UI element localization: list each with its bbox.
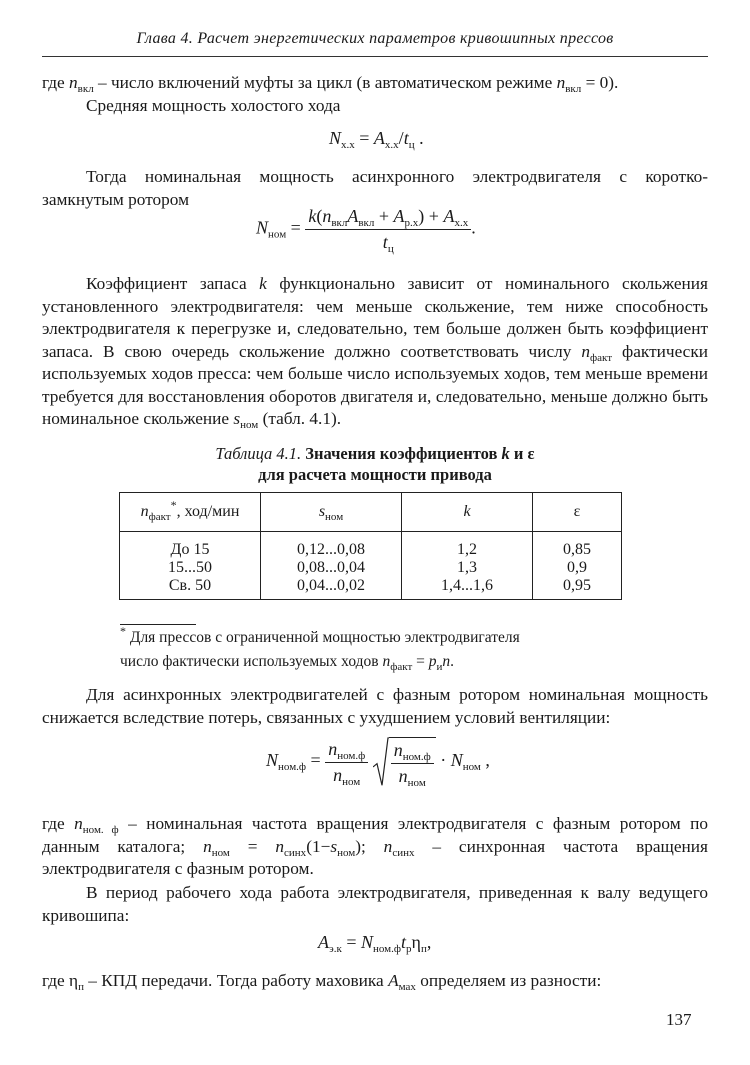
cell: Св. 50 xyxy=(120,577,261,600)
paragraph-wound-rotor-def: где $n_{ном. ф}$ – номинальная частота вращения электродвигателя с фазным ротором по данным каталога; $n_{ном} = n_{синх}(1-s_{ном})$; $n_{синх}$ – синхронная частота вращения электродвигателя с фазным ротором. xyxy=(42,814,709,878)
table-row xyxy=(120,559,622,577)
paragraph-flywheel: где $\eta_п$ – КПД передачи. Тогда работу маховика $A_{мах}$ определяем из разности: xyxy=(42,971,602,993)
formula-wound-rotor-power: $N_{ном.ф}$ = $\frac{n_{ном.ф}}{n_{ном}}$ $\frac{n_{ном.ф}}{n_{ном}}$ · $N_{ном}$ , xyxy=(266,738,490,789)
footnote-rule xyxy=(120,624,196,625)
cell: 0,85 xyxy=(533,532,622,560)
cell: 1,2 xyxy=(402,532,533,560)
header-strokes: $n_{факт}^*$, ход/мин xyxy=(120,493,261,532)
paragraph-wound-rotor: Для асинхронных электродвигателей с фазным ротором номинальная мощность снижается вследствие потерь, связанных с ухудшением условий вентиляции: xyxy=(42,685,708,727)
header-slip: $s_{ном}$ xyxy=(261,493,402,532)
paragraph-idle-power: Средняя мощность холостого хода xyxy=(86,96,341,115)
cell: До 15 xyxy=(120,532,261,560)
cell: 0,95 xyxy=(533,577,622,600)
formula-idle-power: $N_{х.х} = A_{х.х}/t_ц$ . xyxy=(329,128,424,151)
table-caption-line2: для расчета мощности привода xyxy=(258,465,492,484)
cell: 1,4...1,6 xyxy=(402,577,533,600)
paragraph-work-stroke: В период рабочего хода работа электродвигателя, приведенная к валу ведущего кривошипа: xyxy=(42,883,708,925)
header-epsilon: ε xyxy=(533,493,622,532)
cell: 0,04...0,02 xyxy=(261,577,402,600)
table-header-row xyxy=(120,493,622,532)
cell: 0,9 xyxy=(533,559,622,577)
paragraph-nominal-power-l2: замкнутым ротором xyxy=(42,190,190,209)
formula-nominal-power: $N_{ном}$ = $\frac{k(n_{вкл}A_{вкл} + A_{р.х}) + A_{х.х}}{t_ц}$ . xyxy=(256,206,476,255)
table-caption: Таблица 4.1. Значения коэффициентов k и ε xyxy=(215,444,535,463)
paragraph-nominal-power-l1: Тогда номинальная мощность асинхронного электродвигателя с коротко- xyxy=(86,167,708,186)
page-number: 137 xyxy=(666,1010,692,1029)
coefficients-table xyxy=(119,492,622,600)
table-row xyxy=(120,577,622,600)
cell: 0,12...0,08 xyxy=(261,532,402,560)
paragraph-reserve-coefficient: Коэффициент запаса k функционально зависит от номинального скольжения установленного электродвигателя: чем меньше скольжение, тем ниже способность электродвигателя к перегрузке и, следовательно, тем больше должен быть коэффициент запаса. В свою очередь скольжение должно соответствовать числу $n_{факт}$ фактически используемых ходов пресса: чем больше число используемых ходов, тем меньше времени требуется для восстановления оборотов двигателя и, следовательно, меньше должно быть номинальное скольжение $s_{ном}$ (табл. 4.1). xyxy=(42,274,708,431)
formula-motor-work: $A_{э.к} = N_{ном.ф}t_р\eta_п$, xyxy=(318,932,432,955)
footnote-line2: число фактически используемых ходов $n_{факт} = p_иn$. xyxy=(120,653,455,673)
cell: 1,3 xyxy=(402,559,533,577)
paragraph-clutch: где $n_{вкл}$ – число включений муфты за цикл (в автоматическом режиме $n_{вкл} = 0$). xyxy=(42,73,619,95)
cell: 0,08...0,04 xyxy=(261,559,402,577)
running-header: Глава 4. Расчет энергетических параметров кривошипных прессов xyxy=(136,30,614,47)
header-k: k xyxy=(402,493,533,532)
footnote-line1: * Для прессов с ограниченной мощностью электродвигателя xyxy=(120,624,520,646)
header-rule xyxy=(42,56,708,57)
cell: 15...50 xyxy=(120,559,261,577)
table-row xyxy=(120,532,622,560)
